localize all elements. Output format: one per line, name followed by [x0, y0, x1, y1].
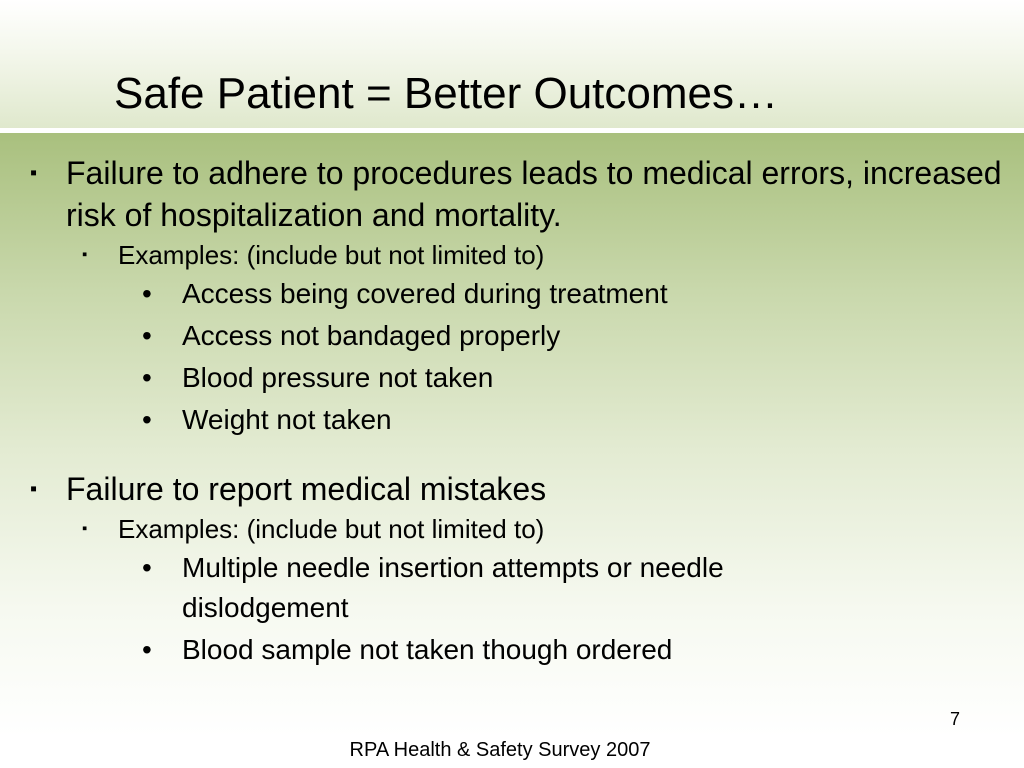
- example-text: Multiple needle insertion attempts or needle dislodgement: [182, 552, 724, 623]
- example-item: [0, 316, 882, 356]
- bullet-adherence: [0, 152, 1006, 236]
- square-bullet-icon: ▪: [82, 520, 88, 537]
- sub-bullet-examples: [0, 512, 1024, 546]
- example-text: Access being covered during treatment: [182, 278, 668, 309]
- example-item: [0, 358, 882, 398]
- bullet-text: Failure to adhere to procedures leads to medical errors, increased risk of hospitalization and mortality.: [66, 155, 1002, 233]
- square-bullet-icon: ▪: [30, 162, 38, 184]
- sub-bullet-text: Examples: (include but not limited to): [118, 514, 545, 544]
- example-text: Weight not taken: [182, 404, 392, 435]
- bullet-reporting: [0, 468, 1006, 510]
- bullet-spacer: [0, 440, 1024, 468]
- sub-bullet-text: Examples: (include but not limited to): [118, 240, 545, 270]
- dot-bullet-icon: •: [142, 362, 152, 393]
- square-bullet-icon: ▪: [30, 478, 38, 500]
- dot-bullet-icon: •: [142, 278, 152, 309]
- dot-bullet-icon: •: [142, 404, 152, 435]
- example-text: Access not bandaged properly: [182, 320, 561, 351]
- dot-bullet-icon: •: [142, 552, 152, 583]
- example-text: Blood sample not taken though ordered: [182, 634, 673, 665]
- slide-content: [0, 152, 1024, 670]
- example-item: [0, 274, 882, 314]
- dot-bullet-icon: •: [142, 634, 152, 665]
- slide-title: Safe Patient = Better Outcomes…: [114, 69, 778, 118]
- example-item: [0, 400, 882, 440]
- sub-bullet-examples: [0, 238, 1024, 272]
- slide-number: 7: [949, 709, 960, 729]
- example-item: [0, 630, 882, 670]
- example-text: Blood pressure not taken: [182, 362, 494, 393]
- bullet-text: Failure to report medical mistakes: [66, 471, 547, 507]
- example-item: [0, 548, 882, 628]
- square-bullet-icon: ▪: [82, 246, 88, 263]
- slide-footer: RPA Health & Safety Survey 2007: [349, 739, 651, 761]
- dot-bullet-icon: •: [142, 320, 152, 351]
